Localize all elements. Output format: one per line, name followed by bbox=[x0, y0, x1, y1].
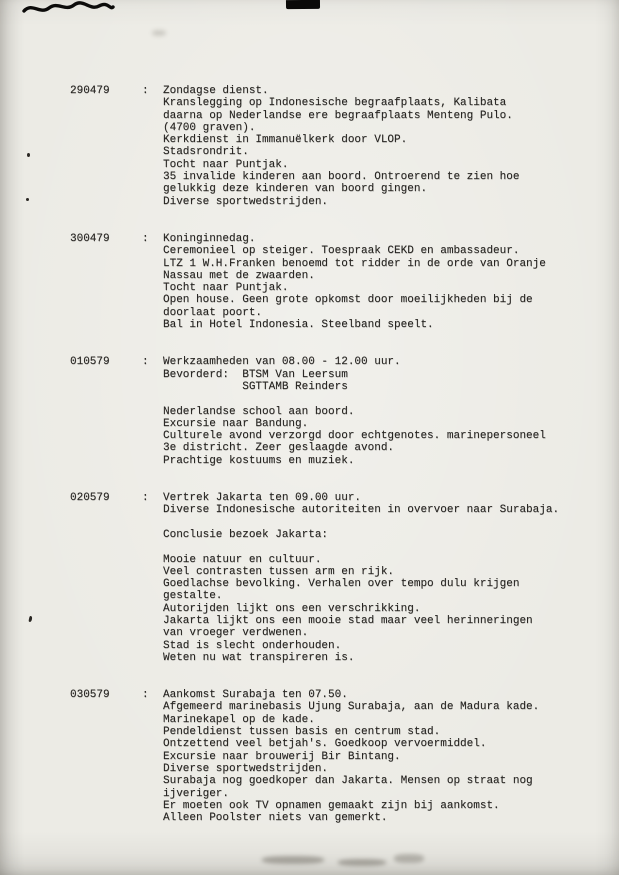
bottom-smudge-artifact bbox=[338, 859, 386, 866]
log-entries bbox=[70, 85, 595, 849]
entry-line: Stadsrondrit. bbox=[163, 146, 249, 159]
entry-line: Kranslegging op Indonesische begraafplaats, Kalibata bbox=[163, 97, 507, 110]
entry-line: ijveriger. bbox=[163, 787, 230, 800]
entry-body bbox=[163, 689, 595, 824]
entry-line: van vroeger verdwenen. bbox=[163, 627, 309, 640]
entry-date: 010579 bbox=[70, 356, 110, 369]
entry-line: 35 invalide kinderen aan boord. Ontroerend te zien hoe bbox=[163, 171, 520, 184]
log-entry bbox=[70, 689, 595, 824]
entry-line: Nederlandse school aan boord. bbox=[163, 405, 355, 418]
entry-line: Diverse sportwedstrijden. bbox=[163, 195, 329, 208]
entry-line: Weten nu wat transpireren is. bbox=[163, 651, 355, 664]
bottom-smudge-artifact bbox=[394, 854, 424, 863]
entry-line: Mooie natuur en cultuur. bbox=[163, 553, 322, 566]
entry-line: 3e districht. Zeer geslaagde avond. bbox=[163, 442, 395, 455]
entry-line: Goedlachse bevolking. Verhalen over tempo dulu krijgen bbox=[163, 578, 520, 591]
entry-line: gelukkig deze kinderen van boord gingen. bbox=[163, 183, 428, 196]
entry-line: Surabaja nog goedkoper dan Jakarta. Mensen op straat nog bbox=[163, 775, 533, 788]
entry-line bbox=[163, 393, 595, 405]
margin-speck-artifact bbox=[26, 198, 29, 201]
entry-separator: : bbox=[142, 689, 149, 702]
entry-date: 300479 bbox=[70, 232, 110, 245]
entry-line: Er moeten ook TV opnamen gemaakt zijn bij aankomst. bbox=[163, 799, 500, 812]
entry-date: 030579 bbox=[70, 689, 110, 702]
entry-line: Koninginnedag. bbox=[163, 232, 256, 245]
entry-line: daarna op Nederlandse ere begraafplaats Menteng Pulo. bbox=[163, 109, 513, 122]
entry-line: Tocht naar Puntjak. bbox=[163, 282, 289, 295]
entry-line: Excursie naar Bandung. bbox=[163, 417, 309, 430]
entry-line: Marinekapel op de kade. bbox=[163, 713, 315, 726]
entry-line bbox=[163, 517, 595, 529]
entry-line: Kerkdienst in Immanuëlkerk door VLOP. bbox=[163, 134, 408, 147]
entry-date: 290479 bbox=[70, 85, 110, 97]
entry-line: Open house. Geen grote opkomst door moeilijkheden bij de bbox=[163, 294, 533, 307]
entry-line: Conclusie bezoek Jakarta: bbox=[163, 528, 329, 541]
pen-scribble-artifact bbox=[20, 0, 115, 18]
entry-line: Bevorderd: BTSM Van Leersum bbox=[163, 368, 348, 381]
entry-line: Culturele avond verzorgd door echtgenotes. marinepersoneel bbox=[163, 430, 546, 443]
entry-line: doorlaat poort. bbox=[163, 306, 263, 319]
entry-line: Diverse Indonesische autoriteiten in overvoer naar Surabaja. bbox=[163, 504, 560, 517]
entry-separator: : bbox=[142, 356, 149, 369]
black-mark-artifact bbox=[286, 0, 320, 9]
entry-line: Excursie naar brouwerij Bir Bintang. bbox=[163, 750, 401, 763]
entry-line: Werkzaamheden van 08.00 - 12.00 uur. bbox=[163, 356, 401, 369]
entry-line: Ontzettend veel betjah's. Goedkoop vervoermiddel. bbox=[163, 738, 487, 751]
entry-body bbox=[163, 85, 595, 208]
entry-separator: : bbox=[142, 492, 149, 505]
entry-line: Aankomst Surabaja ten 07.50. bbox=[163, 689, 348, 702]
entry-line: Zondagse dienst. bbox=[163, 85, 269, 97]
entry-body bbox=[163, 492, 595, 664]
log-entry bbox=[70, 85, 595, 208]
entry-date: 020579 bbox=[70, 492, 110, 505]
entry-line: Autorijden lijkt ons een verschrikking. bbox=[163, 602, 421, 615]
entry-line: Pendeldienst tussen basis en centrum stad. bbox=[163, 726, 441, 739]
entry-line: Jakarta lijkt ons een mooie stad maar veel herinneringen bbox=[163, 614, 533, 627]
entry-body bbox=[163, 356, 595, 467]
entry-line: LTZ 1 W.H.Franken benoemd tot ridder in de orde van Oranje bbox=[163, 257, 546, 270]
entry-line bbox=[163, 541, 595, 553]
entry-line: gestalte. bbox=[163, 590, 223, 603]
entry-line: Ceremonieel op steiger. Toespraak CEKD en ambassadeur. bbox=[163, 245, 520, 258]
margin-speck-artifact bbox=[27, 153, 30, 157]
entry-line: Diverse sportwedstrijden. bbox=[163, 762, 329, 775]
log-entry bbox=[70, 233, 595, 331]
entry-line: Vertrek Jakarta ten 09.00 uur. bbox=[163, 492, 362, 505]
entry-line: Bal in Hotel Indonesia. Steelband speelt. bbox=[163, 319, 434, 332]
entry-body bbox=[163, 233, 595, 331]
entry-line: Nassau met de zwaarden. bbox=[163, 269, 315, 282]
entry-separator: : bbox=[142, 85, 149, 97]
entry-separator: : bbox=[142, 232, 149, 245]
log-entry bbox=[70, 492, 595, 664]
margin-speck-artifact bbox=[28, 616, 32, 622]
entry-line: Tocht naar Puntjak. bbox=[163, 158, 289, 171]
entry-line: Stad is slecht onderhouden. bbox=[163, 639, 342, 652]
bottom-smudge-artifact bbox=[262, 856, 324, 864]
entry-line: (4700 graven). bbox=[163, 121, 256, 134]
entry-line: Prachtige kostuums en muziek. bbox=[163, 454, 355, 467]
top-smudge-artifact bbox=[152, 30, 166, 36]
entry-line: Alleen Poolster niets van gemerkt. bbox=[163, 812, 388, 825]
entry-line: Veel contrasten tussen arm en rijk. bbox=[163, 565, 395, 578]
entry-line: SGTTAMB Reinders bbox=[163, 380, 348, 393]
log-entry bbox=[70, 356, 595, 467]
entry-line: Afgemeerd marinebasis Ujung Surabaja, aan de Madura kade. bbox=[163, 701, 540, 714]
